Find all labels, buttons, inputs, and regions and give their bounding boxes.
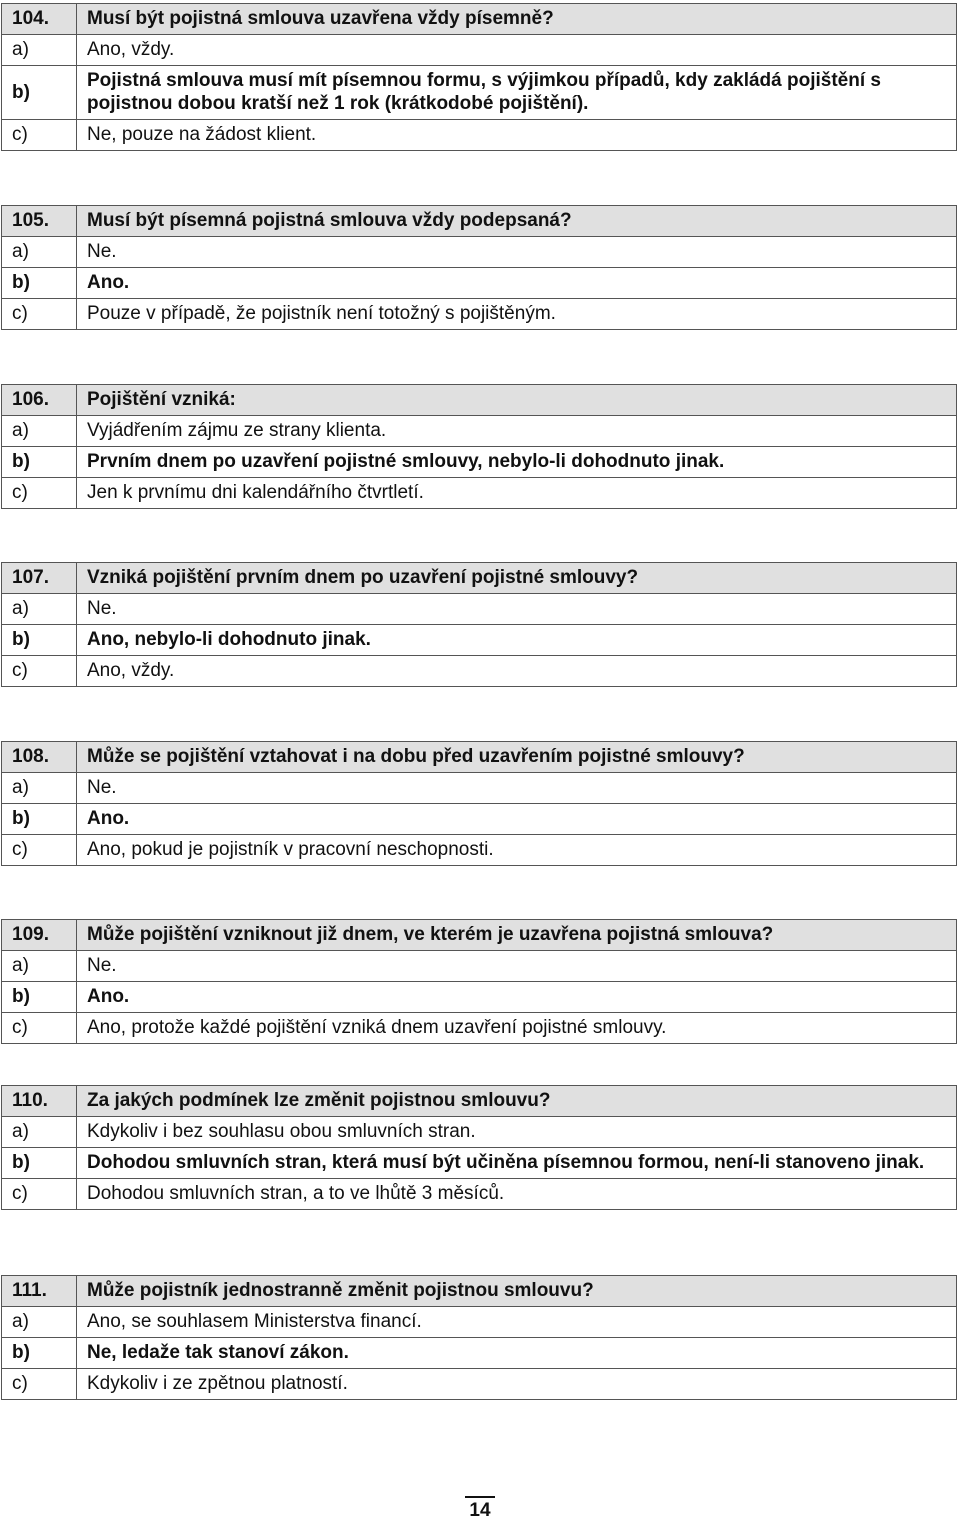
answer-text: Ne, pouze na žádost klient.	[77, 120, 957, 151]
answer-text: Ano, vždy.	[77, 656, 957, 687]
answer-row	[2, 773, 957, 804]
question-row	[2, 4, 957, 35]
answer-text: Prvním dnem po uzavření pojistné smlouvy, nebylo-li dohodnuto jinak.	[77, 447, 957, 478]
answer-label: c)	[2, 120, 77, 151]
answer-row	[2, 1013, 957, 1044]
answer-label: b)	[2, 1148, 77, 1179]
question-number: 104.	[2, 4, 77, 35]
answer-text: Ano.	[77, 268, 957, 299]
answer-label: b)	[2, 66, 77, 120]
question-text: Může se pojištění vztahovat i na dobu před uzavřením pojistné smlouvy?	[77, 742, 957, 773]
question-106	[1, 384, 957, 509]
answer-row	[2, 1179, 957, 1210]
answer-row-correct	[2, 1338, 957, 1369]
answer-label: a)	[2, 1307, 77, 1338]
question-row	[2, 920, 957, 951]
question-number: 109.	[2, 920, 77, 951]
answer-label: c)	[2, 1369, 77, 1400]
answer-text: Jen k prvnímu dni kalendářního čtvrtletí.	[77, 478, 957, 509]
answer-label: c)	[2, 656, 77, 687]
answer-text: Dohodou smluvních stran, která musí být učiněna písemnou formou, není-li stanoveno jinak.	[77, 1148, 957, 1179]
answer-label: a)	[2, 1117, 77, 1148]
answer-row-correct	[2, 447, 957, 478]
question-text: Musí být pojistná smlouva uzavřena vždy písemně?	[77, 4, 957, 35]
answer-row	[2, 835, 957, 866]
answer-row	[2, 416, 957, 447]
answer-text: Ano.	[77, 804, 957, 835]
answer-label: b)	[2, 625, 77, 656]
answer-row-correct	[2, 982, 957, 1013]
answer-text: Pojistná smlouva musí mít písemnou formu, s výjimkou případů, kdy zakládá pojištění s pojistnou dobou kratší než 1 rok (krátkodobé pojištění).	[77, 66, 957, 120]
question-107	[1, 562, 957, 687]
answer-row	[2, 1369, 957, 1400]
answer-text: Ano, pokud je pojistník v pracovní neschopnosti.	[77, 835, 957, 866]
answer-row	[2, 594, 957, 625]
answer-label: c)	[2, 1179, 77, 1210]
answer-label: a)	[2, 594, 77, 625]
question-row	[2, 1276, 957, 1307]
answer-label: b)	[2, 1338, 77, 1369]
answer-text: Kdykoliv i ze zpětnou platností.	[77, 1369, 957, 1400]
answer-row	[2, 951, 957, 982]
answer-text: Ano, nebylo-li dohodnuto jinak.	[77, 625, 957, 656]
answer-text: Ne.	[77, 594, 957, 625]
question-row	[2, 385, 957, 416]
question-109	[1, 919, 957, 1044]
question-row	[2, 206, 957, 237]
answer-text: Vyjádřením zájmu ze strany klienta.	[77, 416, 957, 447]
answer-label: b)	[2, 268, 77, 299]
question-number: 106.	[2, 385, 77, 416]
question-number: 111.	[2, 1276, 77, 1307]
answer-text: Ne, ledaže tak stanoví zákon.	[77, 1338, 957, 1369]
answer-text: Ano, vždy.	[77, 35, 957, 66]
question-text: Může pojištění vzniknout již dnem, ve kterém je uzavřena pojistná smlouva?	[77, 920, 957, 951]
question-111	[1, 1275, 957, 1400]
answer-label: c)	[2, 299, 77, 330]
question-number: 105.	[2, 206, 77, 237]
question-row	[2, 563, 957, 594]
answer-row	[2, 237, 957, 268]
question-row	[2, 1086, 957, 1117]
question-108	[1, 741, 957, 866]
page-number-text: 14	[465, 1496, 495, 1522]
answer-row-correct	[2, 804, 957, 835]
answer-label: b)	[2, 804, 77, 835]
answer-text: Ne.	[77, 951, 957, 982]
question-text: Může pojistník jednostranně změnit pojistnou smlouvu?	[77, 1276, 957, 1307]
answer-row-correct	[2, 1148, 957, 1179]
answer-row-correct	[2, 625, 957, 656]
answer-row	[2, 120, 957, 151]
answer-label: a)	[2, 416, 77, 447]
answer-row	[2, 656, 957, 687]
answer-row	[2, 35, 957, 66]
answer-text: Pouze v případě, že pojistník není totožný s pojištěným.	[77, 299, 957, 330]
answer-row	[2, 299, 957, 330]
answer-text: Ano, se souhlasem Ministerstva financí.	[77, 1307, 957, 1338]
question-number: 107.	[2, 563, 77, 594]
answer-row-correct	[2, 66, 957, 120]
answer-label: b)	[2, 447, 77, 478]
answer-label: c)	[2, 478, 77, 509]
answer-text: Ano, protože každé pojištění vzniká dnem uzavření pojistné smlouvy.	[77, 1013, 957, 1044]
answer-text: Kdykoliv i bez souhlasu obou smluvních stran.	[77, 1117, 957, 1148]
page-number	[0, 1496, 960, 1522]
answer-text: Dohodou smluvních stran, a to ve lhůtě 3 měsíců.	[77, 1179, 957, 1210]
question-text: Pojištění vzniká:	[77, 385, 957, 416]
question-104	[1, 3, 957, 151]
answer-text: Ne.	[77, 237, 957, 268]
answer-row	[2, 1117, 957, 1148]
answer-row-correct	[2, 268, 957, 299]
answer-label: c)	[2, 1013, 77, 1044]
answer-text: Ano.	[77, 982, 957, 1013]
answer-label: a)	[2, 773, 77, 804]
question-110	[1, 1085, 957, 1210]
answer-text: Ne.	[77, 773, 957, 804]
question-text: Za jakých podmínek lze změnit pojistnou smlouvu?	[77, 1086, 957, 1117]
question-text: Musí být písemná pojistná smlouva vždy podepsaná?	[77, 206, 957, 237]
question-105	[1, 205, 957, 330]
answer-row	[2, 478, 957, 509]
answer-label: c)	[2, 835, 77, 866]
question-number: 108.	[2, 742, 77, 773]
answer-label: b)	[2, 982, 77, 1013]
question-row	[2, 742, 957, 773]
question-text: Vzniká pojištění prvním dnem po uzavření pojistné smlouvy?	[77, 563, 957, 594]
question-number: 110.	[2, 1086, 77, 1117]
answer-row	[2, 1307, 957, 1338]
answer-label: a)	[2, 237, 77, 268]
answer-label: a)	[2, 35, 77, 66]
answer-label: a)	[2, 951, 77, 982]
